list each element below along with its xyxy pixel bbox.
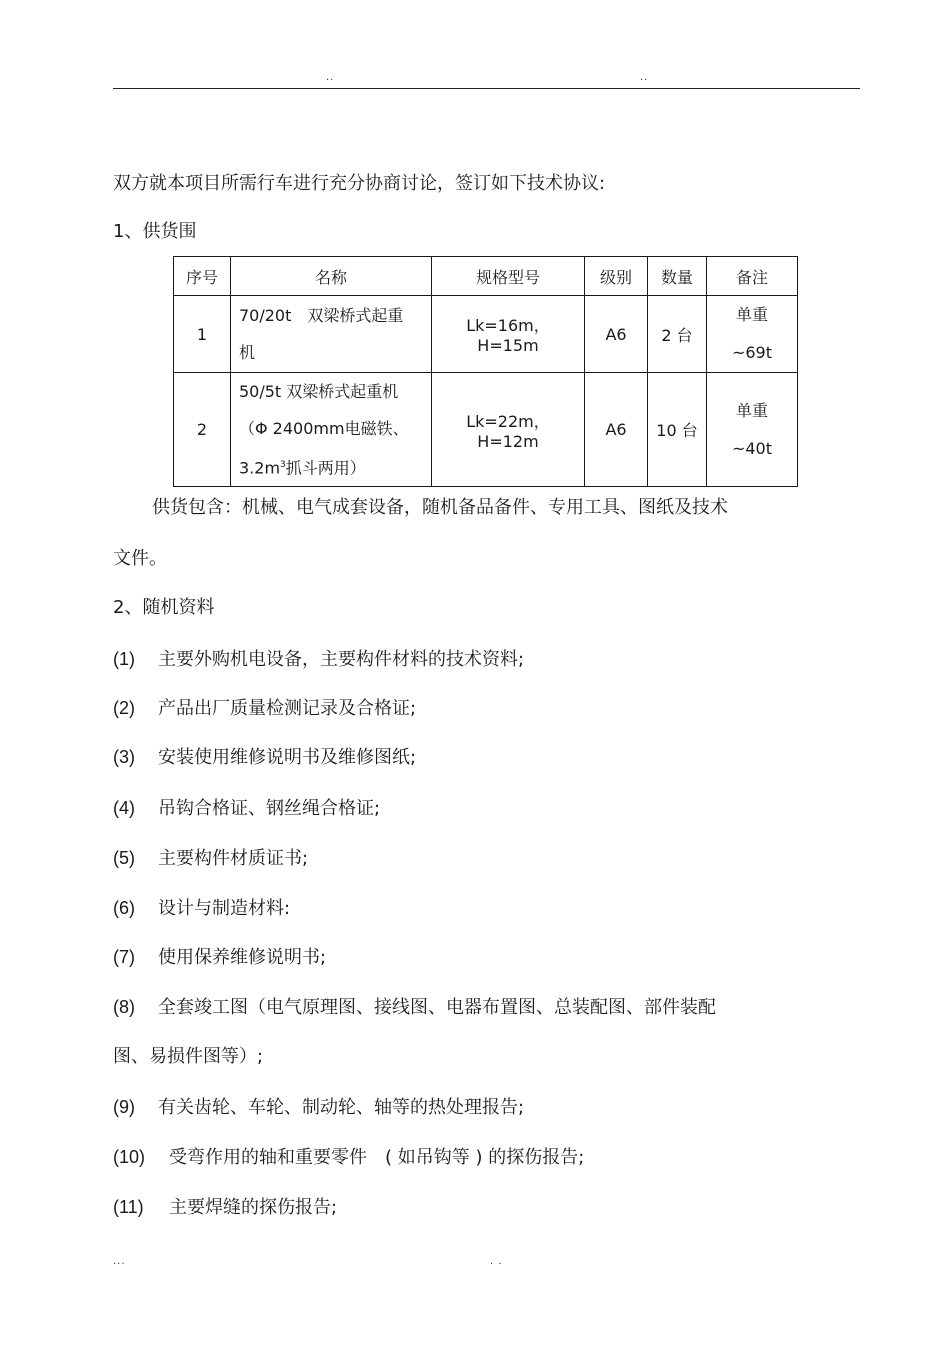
superscript: 3 bbox=[280, 460, 286, 470]
table-header-row bbox=[174, 257, 798, 296]
header-mark-left: .. bbox=[326, 72, 335, 83]
cell-name-line: 机 bbox=[239, 343, 256, 362]
header-cell-grade: 级别 bbox=[585, 257, 648, 296]
cell-name-line: 70/20t 双梁桥式起重 bbox=[239, 306, 404, 325]
list-item bbox=[113, 897, 290, 920]
cell-name-text: 3.2m bbox=[239, 458, 281, 478]
cell-name bbox=[231, 373, 432, 487]
cell-no: 1 bbox=[174, 296, 231, 373]
list-item-text: 主要构件材质证书; bbox=[158, 848, 309, 869]
cell-note bbox=[707, 296, 798, 373]
header-cell-no: 序号 bbox=[174, 257, 231, 296]
cell-name-text: 抓斗两用） bbox=[285, 458, 366, 478]
list-item bbox=[113, 946, 326, 969]
list-item-text: 受弯作用的轴和重要零件 ( 如吊钩等 ) 的探伤报告; bbox=[169, 1147, 585, 1168]
list-item-text: 吊钩合格证、钢丝绳合格证; bbox=[158, 798, 381, 819]
header-cell-note: 备注 bbox=[707, 257, 798, 296]
header-cell-qty: 数量 bbox=[648, 257, 707, 296]
list-item-number: (5) bbox=[113, 848, 135, 868]
cell-name-line bbox=[239, 447, 425, 486]
table-row bbox=[174, 296, 798, 373]
list-item-continuation: 图、易损件图等）; bbox=[113, 1046, 264, 1067]
cell-grade: A6 bbox=[585, 296, 648, 373]
list-item-text: 全套竣工图（电气原理图、接线图、电器布置图、总装配图、部件装配 bbox=[158, 997, 716, 1018]
list-item-number: (1) bbox=[113, 649, 135, 669]
intro-paragraph: 双方就本项目所需行车进行充分协商讨论，签订如下技术协议: bbox=[113, 173, 606, 194]
cell-grade: A6 bbox=[585, 373, 648, 487]
list-item-number: (9) bbox=[113, 1097, 135, 1117]
list-item-number: (11) bbox=[113, 1197, 144, 1217]
list-item bbox=[113, 648, 524, 671]
list-item-number: (6) bbox=[113, 898, 135, 918]
header-mark-right: .. bbox=[640, 72, 649, 83]
list-item-number: (8) bbox=[113, 997, 135, 1017]
cell-qty: 2 台 bbox=[648, 296, 707, 373]
header-rule bbox=[113, 88, 860, 89]
list-item bbox=[113, 1196, 337, 1219]
section-1-title: 1、供货围 bbox=[113, 221, 197, 242]
cell-note-line: 单重 bbox=[735, 400, 768, 420]
header-cell-spec: 规格型号 bbox=[432, 257, 585, 296]
list-item-text: 产品出厂质量检测记录及合格证; bbox=[158, 698, 417, 719]
list-item-text: 安装使用维修说明书及维修图纸; bbox=[158, 747, 417, 768]
list-item bbox=[113, 1096, 524, 1119]
list-item-text: 主要外购机电设备，主要构件材料的技术资料; bbox=[158, 649, 525, 670]
list-item-text: 使用保养维修说明书; bbox=[158, 947, 327, 968]
list-item-number: (3) bbox=[113, 747, 135, 767]
list-item-number: (4) bbox=[113, 798, 135, 818]
list-item bbox=[113, 1146, 584, 1169]
cell-qty: 10 台 bbox=[648, 373, 707, 487]
list-item-text: 有关齿轮、车轮、制动轮、轴等的热处理报告; bbox=[158, 1097, 525, 1118]
footer-mark-left: ... bbox=[113, 1256, 126, 1267]
cell-name-line: （Φ 2400mm电磁铁、 bbox=[239, 419, 409, 438]
list-item bbox=[113, 996, 716, 1019]
footer-mark-right: . . bbox=[490, 1256, 503, 1267]
list-item bbox=[113, 797, 380, 820]
cell-spec: Lk=22m，H=12m bbox=[432, 373, 585, 487]
cell-note-line: ~40t bbox=[731, 438, 773, 458]
list-item-text: 主要焊缝的探伤报告; bbox=[169, 1197, 338, 1218]
table-row bbox=[174, 373, 798, 487]
cell-note-line: 单重 bbox=[735, 305, 768, 324]
cell-no: 2 bbox=[174, 373, 231, 487]
list-item-number: (10) bbox=[113, 1147, 146, 1167]
list-item-text: 设计与制造材料: bbox=[158, 898, 291, 919]
supply-paragraph-line: 文件。 bbox=[113, 548, 167, 569]
cell-note-line: ~69t bbox=[731, 343, 773, 362]
supply-scope-table bbox=[173, 256, 798, 487]
list-item-number: (2) bbox=[113, 698, 135, 718]
cell-name-line: 50/5t 双梁桥式起重机 bbox=[239, 382, 399, 401]
list-item bbox=[113, 697, 416, 720]
cell-name bbox=[231, 296, 432, 373]
list-item bbox=[113, 847, 308, 870]
list-item bbox=[113, 746, 416, 769]
list-item-number: (7) bbox=[113, 947, 135, 967]
supply-paragraph-line: 供货包含：机械、电气成套设备，随机备品备件、专用工具、图纸及技术 bbox=[152, 497, 728, 518]
cell-spec: Lk=16m，H=15m bbox=[432, 296, 585, 373]
section-2-title: 2、随机资料 bbox=[113, 597, 215, 618]
cell-note bbox=[707, 373, 798, 487]
header-cell-name: 名称 bbox=[231, 257, 432, 296]
